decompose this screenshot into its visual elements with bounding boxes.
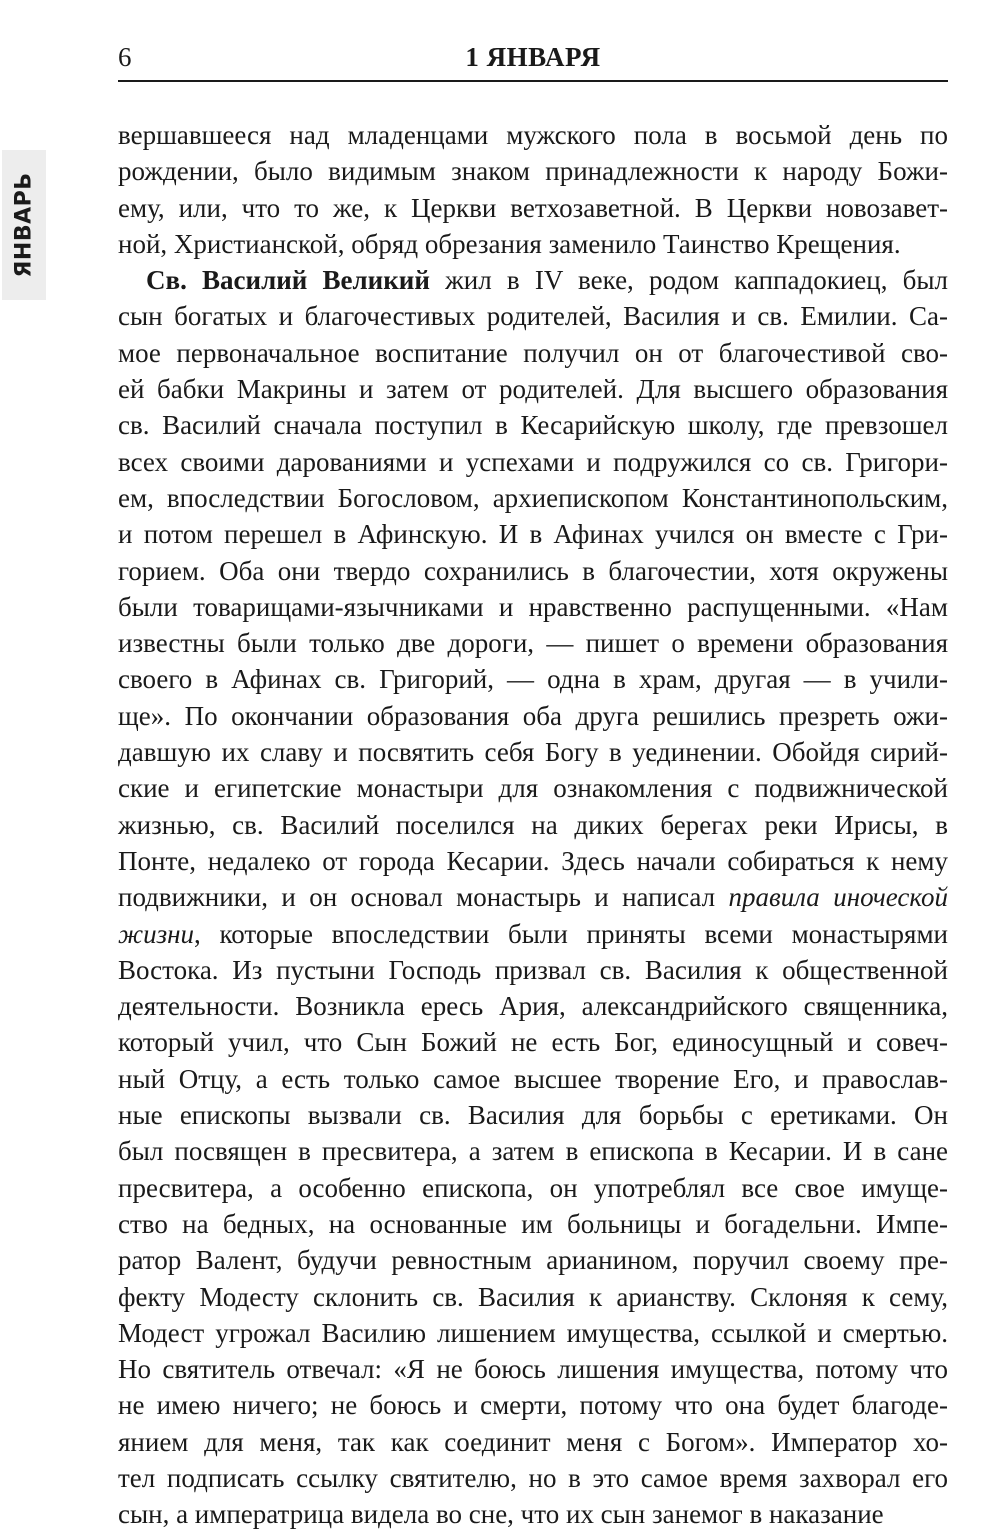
text-line: мое первоначальное воспитание получил он от благочестивой сво-: [118, 337, 948, 368]
text-line: ные епископы вызвали св. Василия для борьбы с еретиками. Он: [118, 1100, 948, 1131]
text-line: всех своими дарованиями и успехами и подружился со св. Григори-: [118, 446, 948, 477]
text-line: ему, или, что то же, к Церкви ветхозаветной. В Церкви новозавет-: [118, 192, 948, 223]
body-text: [118, 117, 948, 1533]
header-rule: [118, 80, 948, 82]
month-side-tab-label: ЯНВАРЬ: [11, 172, 37, 278]
text-line: Понте, недалеко от города Кесарии. Здесь начали собираться к нему: [118, 845, 948, 876]
text-line: жизнью, св. Василий поселился на диких берегах реки Ирисы, в: [118, 809, 948, 840]
text-line: ратор Валент, будучи ревностным арианином, поручил своему пре-: [118, 1245, 948, 1276]
running-title: 1 ЯНВАРЯ: [465, 42, 601, 72]
text-line: ще». По окончании образования оба друга решились презреть ожи-: [118, 700, 948, 731]
text-line: [118, 916, 948, 952]
text-line: янием для меня, так как соединит меня с Богом». Император хо-: [118, 1426, 948, 1457]
text-run: жил в IV веке, родом каппадокиец, был: [429, 265, 949, 296]
text-line: был посвящен в пресвитера, а затем в епископа в Кесарии. И в сане: [118, 1136, 948, 1167]
text-line: св. Василий сначала поступил в Кесарийскую школу, где превзошел: [118, 410, 948, 441]
text-line: [118, 879, 948, 915]
text-line: ство на бедных, на основанные им больницы и богадельни. Импе-: [118, 1208, 948, 1239]
text-line: были товарищами-язычниками и нравственно распущенными. «Нам: [118, 591, 948, 622]
text-line: известны были только две дороги, — пишет о времени образования: [118, 628, 948, 659]
text-line: вершавшееся над младенцами мужского пола в восьмой день по: [118, 120, 948, 150]
text-line: ем, впоследствии Богословом, архиепископом Константинопольским,: [118, 482, 948, 513]
text-run: , которые впоследствии были приняты всеми монастырями: [194, 918, 948, 949]
text-line: [118, 262, 948, 298]
italic-run: правила иноческой: [728, 882, 948, 913]
text-run: подвижники, и он основал монастырь и написал: [118, 882, 729, 913]
text-line: сын богатых и благочестивых родителей, Василия и св. Емилии. Са-: [118, 301, 948, 332]
text-line: фекту Модесту склонить св. Василия к арианству. Склоняя к сему,: [118, 1281, 948, 1312]
text-line: ный Отцу, а есть только самое высшее творение Его, и православ-: [118, 1063, 948, 1094]
text-line: ной, Христианской, обряд обрезания заменило Таинство Крещения.: [118, 228, 901, 259]
text-line: рождении, было видимым знаком принадлежности к народу Божи-: [118, 156, 948, 187]
text-line: Но святитель отвечал: «Я не боюсь лишения имущества, потому что: [118, 1354, 948, 1385]
bold-run: Св. Василий Великий: [146, 265, 430, 296]
text-line: своего в Афинах св. Григорий, — одна в храм, другая — в учили-: [118, 664, 948, 695]
text-line: пресвитера, а особенно епископа, он употреблял все свое имуще-: [118, 1172, 948, 1203]
italic-run: жизни: [118, 918, 195, 949]
page-header: [118, 38, 948, 80]
text-line: Модест угрожал Василию лишением имущества, ссылкой и смертью.: [118, 1317, 948, 1348]
text-line: деятельности. Возникла ересь Ария, александрийского священника,: [118, 991, 948, 1022]
text-line: сын, а императрица видела во сне, что их сын занемог в наказание: [118, 1499, 884, 1530]
text-line: Востока. Из пустыни Господь призвал св. Василия к общественной: [118, 954, 948, 985]
page-number: 6: [118, 42, 132, 72]
text-line: который учил, что Сын Божий не есть Бог, единосущный и совеч-: [118, 1027, 948, 1058]
text-line: ские и египетские монастыри для ознакомления с подвижнической: [118, 773, 948, 804]
text-line: горием. Оба они твердо сохранились в благочестии, хотя окружены: [118, 555, 948, 586]
text-line: ей бабки Макрины и затем от родителей. Для высшего образования: [118, 374, 948, 405]
text-line: и потом перешел в Афинскую. И в Афинах учился он вместе с Гри-: [118, 519, 948, 550]
text-line: тел подписать ссылку святителю, но в это самое время захворал его: [118, 1462, 948, 1493]
text-line: не имею ничего; не боюсь и смерти, потому что она будет благоде-: [118, 1390, 948, 1421]
text-line: давшую их славу и посвятить себя Богу в уединении. Обойдя сирий-: [118, 737, 948, 768]
